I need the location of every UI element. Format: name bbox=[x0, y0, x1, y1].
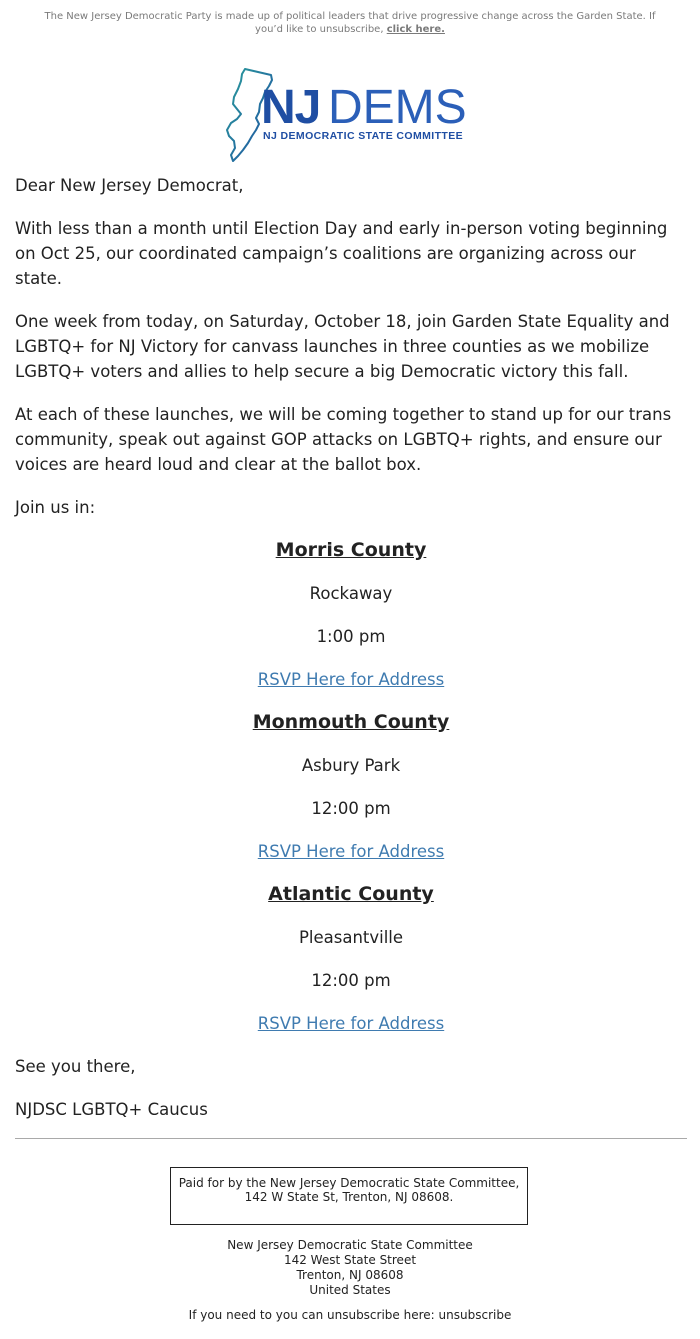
logo-dems-text: DEMS bbox=[328, 81, 467, 134]
address-line: Trenton, NJ 08608 bbox=[296, 1268, 404, 1282]
event-county-title: Atlantic County bbox=[268, 883, 434, 905]
footer-divider bbox=[15, 1138, 687, 1139]
event-time: 1:00 pm bbox=[316, 627, 386, 646]
join-label: Join us in: bbox=[15, 498, 96, 517]
event-time: 12:00 pm bbox=[311, 971, 391, 990]
logo-nj-text: NJ bbox=[261, 81, 321, 134]
greeting: Dear New Jersey Democrat, bbox=[15, 176, 244, 195]
event-morris bbox=[15, 538, 687, 692]
rsvp-link-atlantic[interactable]: RSVP Here for Address bbox=[257, 1014, 445, 1033]
paid-line-2: 142 W State St, Trenton, NJ 08608. bbox=[244, 1190, 454, 1204]
paragraph-3: At each of these launches, we will be coming together to stand up for our trans community, speak out against GOP attacks on LGBTQ+ rights, and ensure our voices are heard loud and clear at the ballot box. bbox=[15, 405, 672, 474]
preheader-text: The New Jersey Democratic Party is made up of political leaders that drive progressive change across the Garden State. If you’d like to unsubscribe, bbox=[44, 11, 656, 35]
footer-address bbox=[150, 1238, 550, 1298]
unsubscribe-link[interactable]: unsubscribe bbox=[438, 1308, 512, 1322]
event-county-title: Monmouth County bbox=[252, 711, 450, 733]
event-town: Pleasantville bbox=[298, 928, 404, 947]
rsvp-link-morris[interactable]: RSVP Here for Address bbox=[257, 670, 445, 689]
event-county-title: Morris County bbox=[275, 539, 427, 561]
unsubscribe-text: If you need to you can unsubscribe here: bbox=[188, 1308, 435, 1322]
address-line: New Jersey Democratic State Committee bbox=[227, 1238, 473, 1252]
footer-unsubscribe bbox=[150, 1307, 550, 1323]
signoff: See you there, bbox=[15, 1057, 136, 1076]
address-line: United States bbox=[309, 1283, 391, 1297]
logo-subtitle: NJ DEMOCRATIC STATE COMMITTEE bbox=[263, 130, 464, 142]
rsvp-link-monmouth[interactable]: RSVP Here for Address bbox=[257, 842, 445, 861]
paragraph-1: With less than a month until Election Day and early in-person voting beginning on Oct 25, our coordinated campaign’s coalitions are organizing across our state. bbox=[15, 219, 668, 288]
preheader-unsubscribe-link[interactable]: click here. bbox=[386, 24, 445, 35]
paid-for-disclaimer bbox=[170, 1167, 528, 1225]
email-body bbox=[15, 173, 687, 1140]
njdems-logo bbox=[225, 66, 480, 166]
address-line: 142 West State Street bbox=[283, 1253, 417, 1267]
paragraph-2: One week from today, on Saturday, October 18, join Garden State Equality and LGBTQ+ for NJ Victory for canvass launches in three counties as we mobilize LGBTQ+ voters and allies to help secure a big Democratic victory this fall. bbox=[15, 312, 670, 381]
paid-line-1: Paid for by the New Jersey Democratic State Committee, bbox=[178, 1176, 520, 1190]
event-town: Rockaway bbox=[309, 584, 393, 603]
signature: NJDSC LGBTQ+ Caucus bbox=[15, 1100, 208, 1119]
preheader bbox=[30, 10, 670, 36]
event-monmouth bbox=[15, 710, 687, 864]
event-atlantic bbox=[15, 882, 687, 1036]
event-time: 12:00 pm bbox=[311, 799, 391, 818]
event-town: Asbury Park bbox=[301, 756, 401, 775]
